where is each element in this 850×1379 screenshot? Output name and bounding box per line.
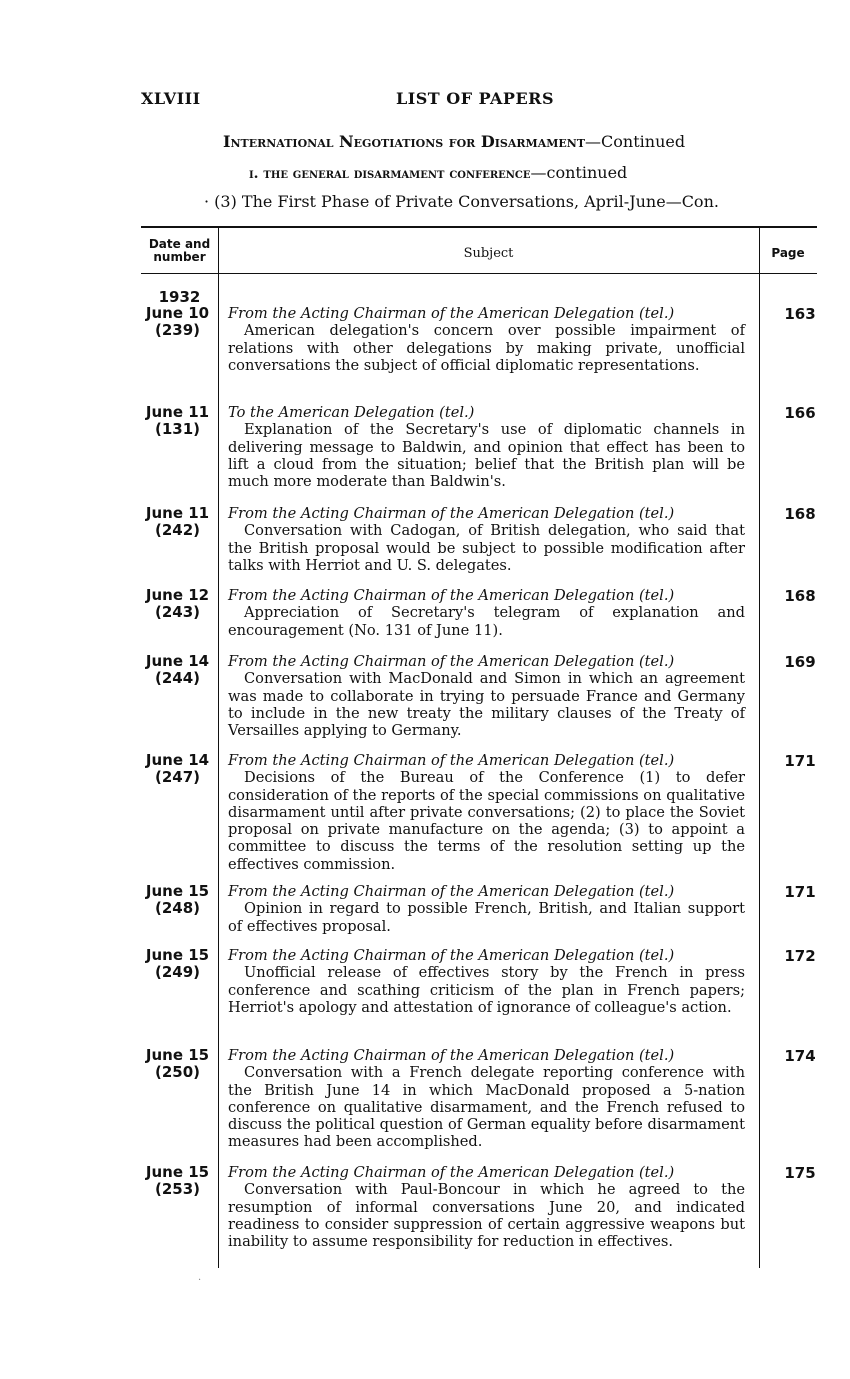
section-subtitle-text: i. the general disarmament conference [249, 166, 531, 182]
entry-page: 168 [784, 505, 816, 523]
entry-page: 166 [784, 404, 816, 422]
column-divider-left [218, 228, 219, 1268]
entry-date: June 15 (253) [145, 1163, 210, 1198]
entry-subject: From the Acting Chairman of the American Delegation (tel.) Conversation with MacDonald and Simon in which an agreement was made to collaborate in trying to persuade France and Germany to include in the new treaty the military clauses of the Treaty of Versailles applying to Germany. [228, 653, 745, 740]
entry-subject: To the American Delegation (tel.) Explanation of the Secretary's use of diplomatic channels in delivering message to Baldwin, and opinion that effect has been to lift a cloud from the situation; belief that the British plan will be much more moderate than Baldwin's. [228, 404, 745, 491]
page-folio: XLVIII [141, 89, 201, 108]
entry-page: 174 [784, 1047, 816, 1065]
entry-page: 172 [784, 947, 816, 965]
entry-page: 175 [784, 1164, 816, 1182]
column-header-subject: Subject [463, 246, 514, 261]
section-title [223, 132, 685, 151]
entry-date: June 15 (248) [145, 882, 210, 917]
entry-date: June 12 (243) [145, 586, 210, 621]
column-header-date: Date and number [148, 237, 211, 264]
entry-subject: From the Acting Chairman of the American Delegation (tel.) Conversation with Paul-Boncour in which he agreed to the resumption of informal conversations June 20, and indicated readiness to consider suppression of certain aggressive weapons but inability to assume responsibility for reduction in effectives. [228, 1164, 745, 1251]
entry-date: June 11 (242) [145, 504, 210, 539]
entry-subject: From the Acting Chairman of the American Delegation (tel.) Appreciation of Secretary's telegram of explanation and encouragement (No. 131 of June 11). [228, 587, 745, 639]
entry-date: June 11 (131) [145, 403, 210, 438]
entry-page: 171 [784, 752, 816, 770]
entry-subject: From the Acting Chairman of the American Delegation (tel.) American delegation's concern over possible impairment of relations with other delegations by making private, unofficial conversations the subject of official diplomatic representations. [228, 305, 745, 374]
section-title-text: International Negotiations for Disarmament [223, 132, 586, 151]
entry-subject: From the Acting Chairman of the American Delegation (tel.) Conversation with Cadogan, of British delegation, who said that the British proposal would be subject to possible modification after talks with Herriot and U. S. delegates. [228, 505, 745, 574]
year-label: 1932 [158, 288, 201, 306]
entry-page: 169 [784, 653, 816, 671]
entry-page: 163 [784, 305, 816, 323]
entry-date: June 14 (247) [145, 751, 210, 786]
entry-date: June 14 (244) [145, 652, 210, 687]
column-header-page: Page [771, 246, 805, 260]
page-title: LIST OF PAPERS [396, 89, 554, 108]
table-header-rule [141, 273, 817, 274]
section-subtitle [249, 163, 627, 182]
print-speck: · [198, 1275, 202, 1286]
entry-page: 168 [784, 587, 816, 605]
entry-subject: From the Acting Chairman of the American Delegation (tel.) Conversation with a French delegate reporting conference with the British June 14 in which MacDonald proposed a 5-nation conference on qualitative disarmament, and the French refused to discuss the political question of German equality before disarmament measures had been accomplished. [228, 1047, 745, 1151]
column-divider-right [759, 228, 760, 1268]
table-top-rule [141, 226, 817, 228]
section-part: · (3) The First Phase of Private Conversations, April-June—Con. [204, 192, 719, 211]
section-subtitle-cont: —continued [530, 163, 628, 182]
entry-subject: From the Acting Chairman of the American Delegation (tel.) Decisions of the Bureau of the Conference (1) to defer consideration of the reports of the special commissions on qualitative disarmament until after private conversations; (2) to place the Soviet proposal on private manufacture on the agenda; (3) to appoint a committee to discuss the terms of the resolution setting up the effectives commission. [228, 752, 745, 873]
entry-subject: From the Acting Chairman of the American Delegation (tel.) Unofficial release of effectives story by the French in press conference and scathing criticism of the plan in French papers; Herriot's apology and attestation of ignorance of colleague's action. [228, 947, 745, 1016]
entry-page: 171 [784, 883, 816, 901]
entry-date: June 15 (249) [145, 946, 210, 981]
entry-date: June 10 (239) [145, 304, 210, 339]
section-title-cont: —Continued [585, 132, 686, 151]
entry-date: June 15 (250) [145, 1046, 210, 1081]
entry-subject: From the Acting Chairman of the American Delegation (tel.) Opinion in regard to possible French, British, and Italian support of effectives proposal. [228, 883, 745, 935]
